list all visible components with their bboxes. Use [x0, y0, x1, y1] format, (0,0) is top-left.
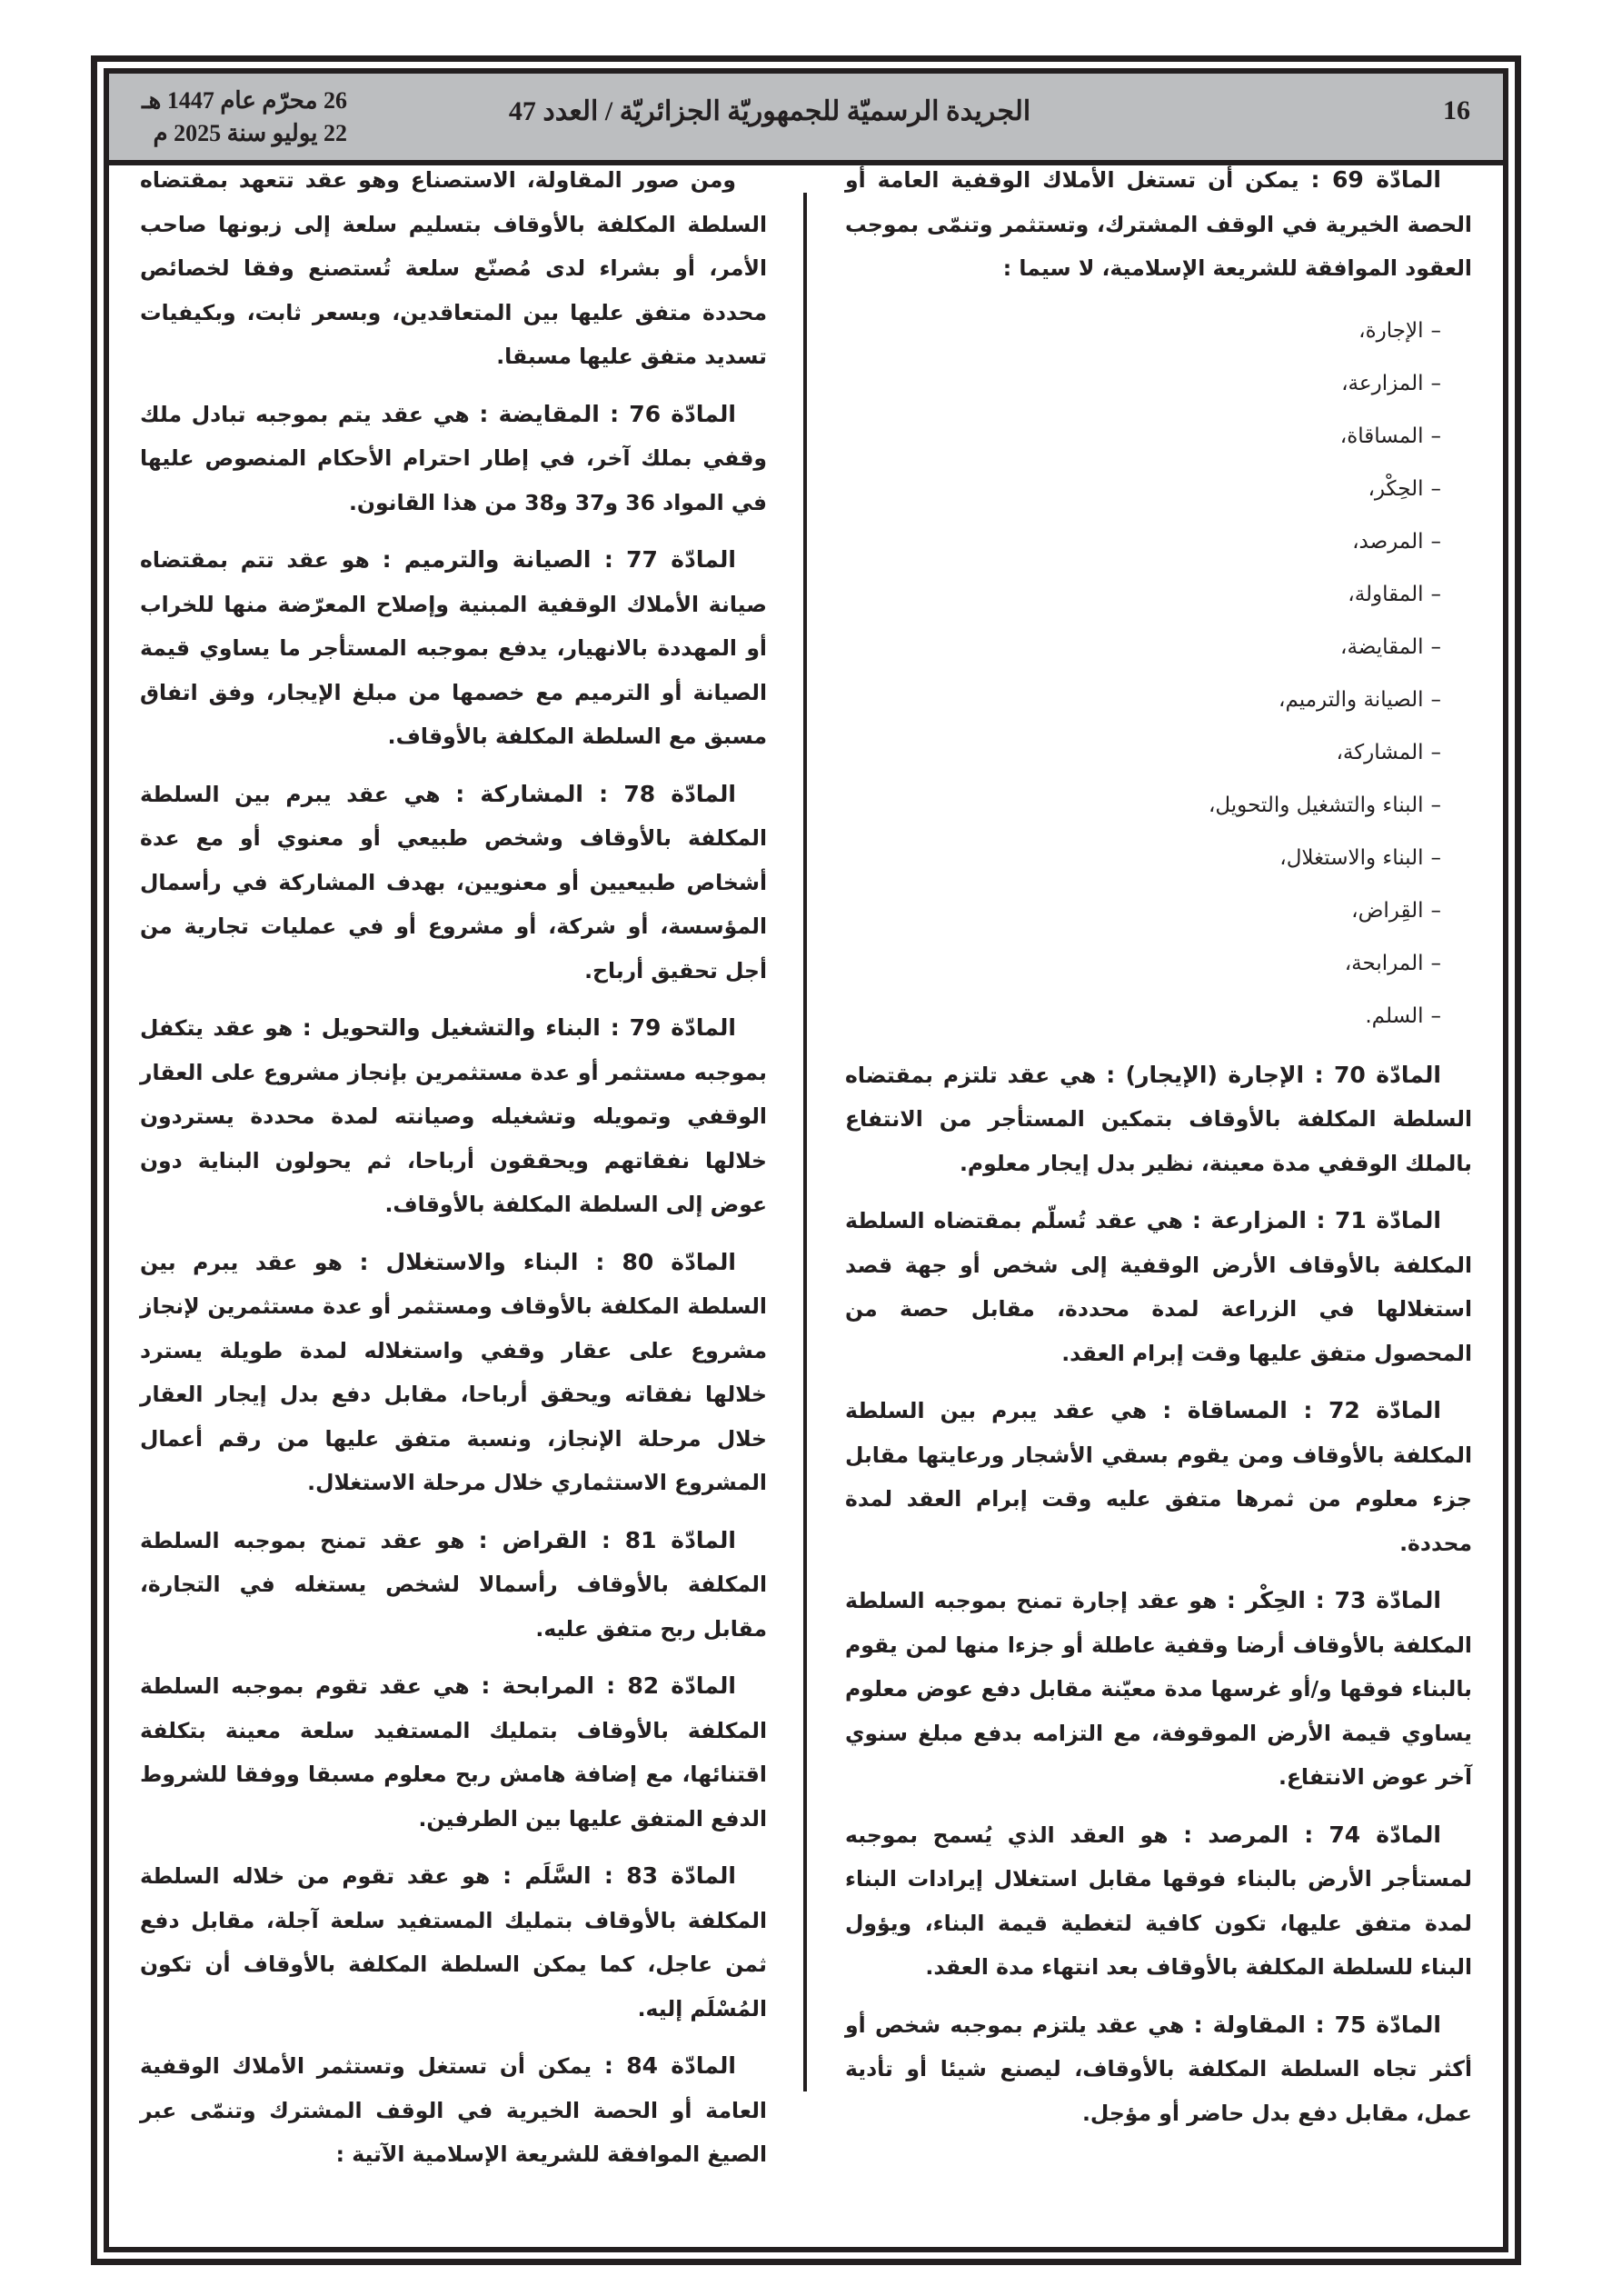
article-text: هي عقد يبرم بين السلطة المكلفة بالأوقاف ومن يقوم بسقي الأشجار ورعايتها مقابل جزء معلوم من ثمرها متفق عليه وقت إبرام العقد لمدة محددة. [845, 1398, 1472, 1556]
article-text: هي عقد تلتزم بمقتضاه السلطة المكلفة بالأوقاف بتمكين المستأجر من الانتفاع بالملك الوقفي مدة معينة، نظير بدل إيجار معلوم. [845, 1062, 1472, 1176]
article-text: هو عقد تقوم من خلاله السلطة المكلفة بالأوقاف بتمليك المستفيد سلعة آجلة، مقابل دفع ثمن عاجل، كما يمكن السلطة المكلفة بالأوقاف أن تكون المُسْلَم إليه. [140, 1863, 767, 2021]
dash-marker-icon: – [1430, 898, 1441, 923]
article-76 [140, 393, 767, 525]
article-label: المادّة 84 : [603, 2052, 736, 2079]
article-82 [140, 1664, 767, 1841]
article-text: هو عقد يبرم بين السلطة المكلفة بالأوقاف ومستثمر أو عدة مستثمرين لإنجاز مشروع على عقار وقفي واستغلاله لمدة طويلة يسترد خلالها نفقاته ويحقق أرباحا، مقابل دفع بدل إيجار العقار خلال مرحلة الإنجاز، ونسبة متفق عليها من رقم أعمال المشروع الاستثماري خلال مرحلة الاستغلال. [140, 1249, 767, 1495]
dash-marker-icon: – [1430, 582, 1441, 606]
article-74 [845, 1813, 1472, 1990]
article-label: المادّة 80 : البناء والاستغلال : [359, 1248, 736, 1275]
article-79 [140, 1006, 767, 1227]
article-70 [845, 1053, 1472, 1186]
article-label: المادّة 79 : البناء والتشغيل والتحويل : [302, 1014, 736, 1041]
article-label: المادّة 77 : الصيانة والترميم : [382, 546, 736, 573]
article-label: المادّة 78 : المشاركة : [455, 780, 736, 807]
article-80 [140, 1241, 767, 1505]
list-item: –البناء والتشغيل والتحويل، [845, 779, 1441, 832]
article-73 [845, 1579, 1472, 1800]
article-text: هو عقد تمنح بموجبه السلطة المكلفة بالأوقاف رأسمالا لشخص يستغله في التجارة، مقابل ربح متفق عليه. [140, 1527, 767, 1642]
article-label: المادّة 73 : الحِكْر : [1226, 1587, 1442, 1613]
list-item: –المزارعة، [845, 357, 1441, 410]
article-text: يمكن أن تستغل الأملاك الوقفية العامة أو الحصة الخيرية في الوقف المشترك، وتستثمر وتنمّى بموجب العقود الموافقة للشريعة الإسلامية، لا سيما : [845, 167, 1472, 281]
list-item: –السلم. [845, 990, 1441, 1043]
dash-marker-icon: – [1430, 476, 1441, 501]
article-label: المادّة 71 : المزارعة : [1191, 1207, 1442, 1233]
article-text: هو العقد الذي يُسمح بموجبه لمستأجر الأرض بالبناء فوقها مقابل استغلال إيرادات البناء لمدة متفق عليها، تكون كافية لتغطية قيمة البناء، ويؤول البناء للسلطة المكلفة بالأوقاف بعد انتهاء مدة العقد. [845, 1822, 1472, 1980]
dash-marker-icon: – [1430, 687, 1441, 712]
article-83 [140, 1854, 767, 2031]
article-72 [845, 1389, 1472, 1565]
dash-marker-icon: – [1430, 845, 1441, 870]
page-frame [91, 55, 1521, 2265]
gregorian-date: 22 يوليو سنة 2025 م [153, 120, 348, 146]
list-item: –المقاولة، [845, 568, 1441, 621]
dash-marker-icon: – [1430, 951, 1441, 975]
list-item: –الحِكْر، [845, 463, 1441, 515]
dash-marker-icon: – [1430, 634, 1441, 659]
page-header [109, 74, 1503, 165]
article-text: هي عقد يتم بموجبه تبادل ملك وقفي بملك آخر، في إطار احترام الأحكام المنصوص عليها في المواد 36 و37 و38 من هذا القانون. [140, 401, 767, 515]
list-item: –المقايضة، [845, 621, 1441, 674]
dash-marker-icon: – [1430, 1003, 1441, 1028]
left-column [140, 158, 767, 2191]
contract-types-list [845, 304, 1472, 1043]
article-text: هو عقد يتكفل بموجبه مستثمر أو عدة مستثمرين بإنجاز مشروع على العقار الوقفي وتمويله وتشغيله وصيانته لمدة محددة يستردون خلالها نفقاتهم ويحققون أرباحا، ثم يحولون البناية دون عوض إلى السلطة المكلفة بالأوقاف. [140, 1015, 767, 1217]
article-81 [140, 1519, 767, 1652]
article-75 [845, 2003, 1472, 2136]
article-text: هي عقد تقوم بموجبه السلطة المكلفة بالأوقاف بتمليك المستفيد سلعة معينة بتكلفة اقتنائها، مع إضافة هامش ربح معلوم مسبقا ووفقا للشروط الدفع المتفق عليها بين الطرفين. [140, 1673, 767, 1832]
issue-date [142, 85, 347, 150]
right-column [845, 158, 1472, 2149]
dash-marker-icon: – [1430, 318, 1441, 343]
article-71 [845, 1199, 1472, 1375]
article-label: المادّة 74 : المرصد : [1183, 1821, 1441, 1848]
article-text: هو عقد تتم بمقتضاه صيانة الأملاك الوقفية المبنية وإصلاح المعرّضة منها للخراب أو المهددة بالانهيار، يدفع بموجبه المستأجر ما يساوي قيمة الصيانة أو الترميم مع خصمها من مبلغ الإيجار، وفق اتفاق مسبق مع السلطة المكلفة بالأوقاف. [140, 547, 767, 749]
article-69 [845, 158, 1472, 291]
article-label: المادّة 69 : [1310, 166, 1441, 193]
istisna-paragraph: ومن صور المقاولة، الاستصناع وهو عقد تتعهد بمقتضاه السلطة المكلفة بالأوقاف بتسليم سلعة إلى زبونها صاحب الأمر، أو بشراء لدى مُصنّع سلعة تُستصنع وفقا لخصائص محددة متفق عليها بين المتعاقدين، وبسعر ثابت، وبكيفيات تسديد متفق عليها مسبقا. [140, 167, 767, 369]
article-label: المادّة 81 : القراض : [478, 1526, 736, 1553]
article-label: المادّة 70 : الإجارة (الإيجار) : [1106, 1061, 1441, 1088]
hijri-date: 26 محرّم عام 1447 هـ [142, 87, 348, 114]
dash-marker-icon: – [1430, 740, 1441, 764]
list-item: –المشاركة، [845, 726, 1441, 779]
article-label: المادّة 83 : السَّلَم : [503, 1862, 736, 1889]
dash-marker-icon: – [1430, 793, 1441, 817]
dash-marker-icon: – [1430, 424, 1441, 448]
list-item: –الإجارة، [845, 304, 1441, 357]
page-number: 16 [1443, 95, 1470, 125]
journal-title: الجريدة الرسميّة للجمهوريّة الجزائريّة / العدد 47 [508, 96, 1031, 126]
list-item: –القِراض، [845, 884, 1441, 937]
list-item: –البناء والاستغلال، [845, 832, 1441, 884]
article-text: هو عقد إجارة تمنح بموجبه السلطة المكلفة بالأوقاف أرضا وقفية عاطلة أو جزءا منها لمن يقوم بالبناء فوقها و/أو غرسها مدة معيّنة مقابل دفع عوض معلوم يساوي قيمة الأرض الموقوفة، مع التزامه بدفع مبلغ سنوي آخر عوض الانتفاع. [845, 1588, 1472, 1790]
article-label: المادّة 82 : المرابحة : [481, 1672, 736, 1699]
dash-marker-icon: – [1430, 371, 1441, 395]
article-text: هي عقد تُسلّم بمقتضاه السلطة المكلفة بالأوقاف الأرض الوقفية إلى شخص أو جهة قصد استغلالها في الزراعة لمدة محددة، مقابل حصة من المحصول متفق عليها وقت إبرام العقد. [845, 1208, 1472, 1366]
list-item: –المرصد، [845, 515, 1441, 568]
list-item: –الصيانة والترميم، [845, 674, 1441, 726]
column-divider [803, 193, 807, 2091]
article-text: هي عقد يلتزم بموجبه شخص أو أكثر تجاه السلطة المكلفة بالأوقاف، ليصنع شيئا أو تأدية عمل، مقابل دفع بدل حاضر أو مؤجل. [845, 2011, 1472, 2126]
article-78 [140, 773, 767, 993]
article-84 [140, 2044, 767, 2177]
article-77 [140, 538, 767, 759]
list-item: –المرابحة، [845, 937, 1441, 990]
article-label: المادّة 72 : المساقاة : [1162, 1397, 1441, 1423]
article-text: يمكن أن تستغل وتستثمر الأملاك الوقفية العامة أو الحصة الخيرية في الوقف المشترك وتنمّى عبر الصيغ الموافقة للشريعة الإسلامية الآتية : [140, 2053, 767, 2167]
article-label: المادّة 75 : المقاولة : [1193, 2011, 1441, 2038]
article-text: هي عقد يبرم بين السلطة المكلفة بالأوقاف وشخص طبيعي أو معنوي أو مع عدة أشخاص طبيعيين أو معنويين، بهدف المشاركة في رأسمال المؤسسة، أو شركة، أو مشروع أو في عمليات تجارية من أجل تحقيق أرباح. [140, 781, 767, 983]
article-label: المادّة 76 : المقايضة : [479, 400, 736, 427]
list-item: –المساقاة، [845, 410, 1441, 463]
dash-marker-icon: – [1430, 529, 1441, 554]
